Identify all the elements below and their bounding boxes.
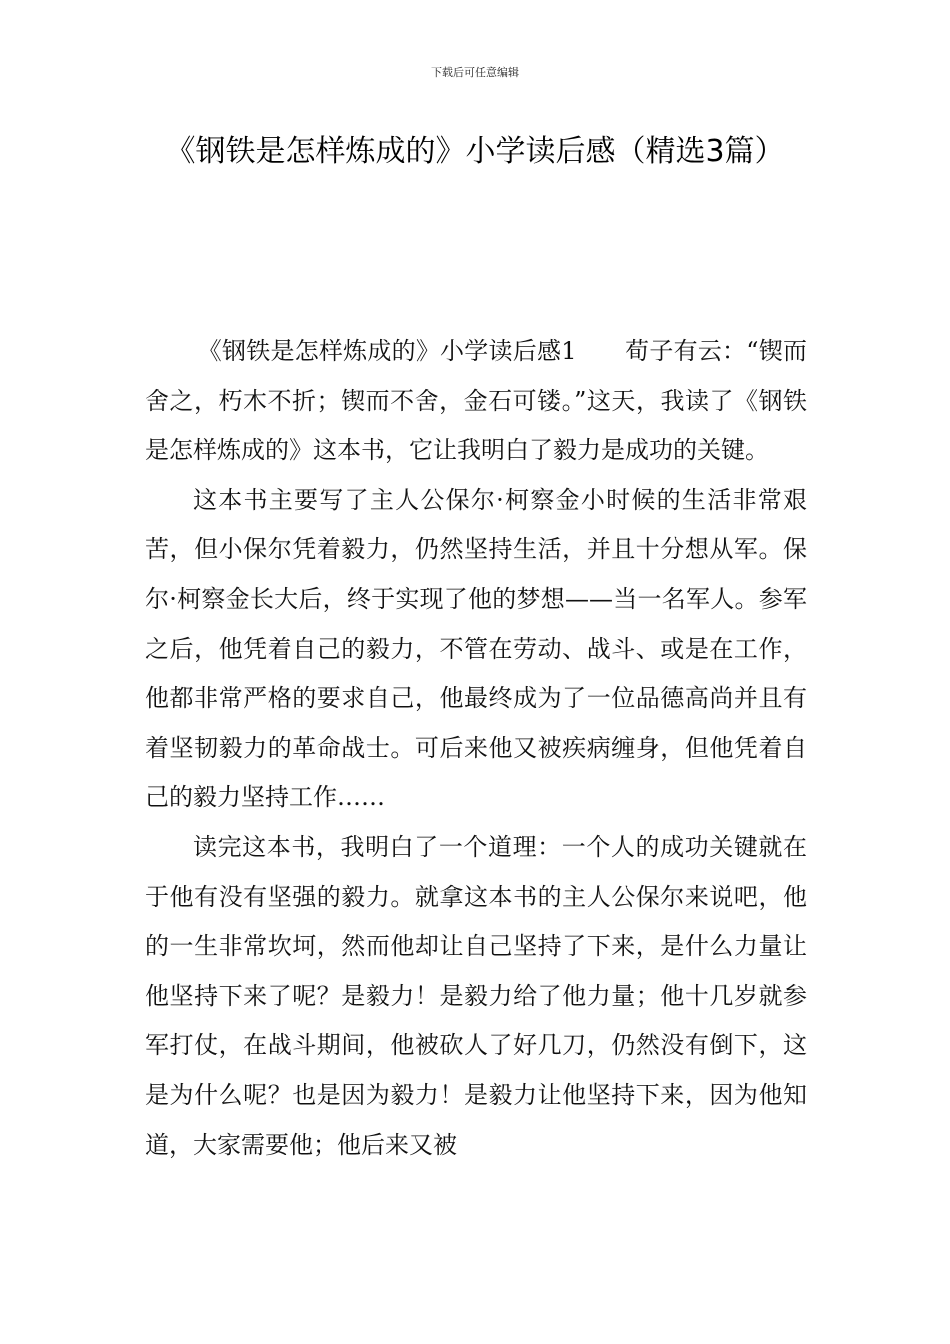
header-note: 下载后可任意编辑: [431, 66, 519, 79]
paragraph-2: 这本书主要写了主人公保尔·柯察金小时候的生活非常艰苦，但小保尔凭着毅力，仍然坚持生活，并且十分想从军。保尔·柯察金长大后，终于实现了他的梦想——当一名军人。参军之后，他凭着自己的毅力，不管在劳动、战斗、或是在工作，他都非常严格的要求自己，他最终成为了一位品德高尚并且有着坚韧毅力的革命战士。可后来他又被疾病缠身，但他凭着自己的毅力坚持工作……: [145, 485, 807, 812]
document-title: 《钢铁是怎样炼成的》小学读后感（精选3篇）: [165, 134, 785, 169]
document-body: [145, 327, 807, 1170]
paragraph-3: 读完这本书，我明白了一个道理：一个人的成功关键就在于他有没有坚强的毅力。就拿这本书的主人公保尔来说吧，他的一生非常坎坷，然而他却让自己坚持了下来，是什么力量让他坚持下来了呢？是毅力！是毅力给了他力量；他十几岁就参军打仗，在战斗期间，他被砍人了好几刀，仍然没有倒下，这是为什么呢？也是因为毅力！是毅力让他坚持下来，因为他知道，大家需要他；他后来又被: [145, 832, 807, 1159]
paragraph-1: 《钢铁是怎样炼成的》小学读后感1 荀子有云：“锲而舍之，朽木不折；锲而不舍，金石可镂。”这天，我读了《钢铁是怎样炼成的》这本书，它让我明白了毅力是成功的关键。: [145, 337, 807, 465]
